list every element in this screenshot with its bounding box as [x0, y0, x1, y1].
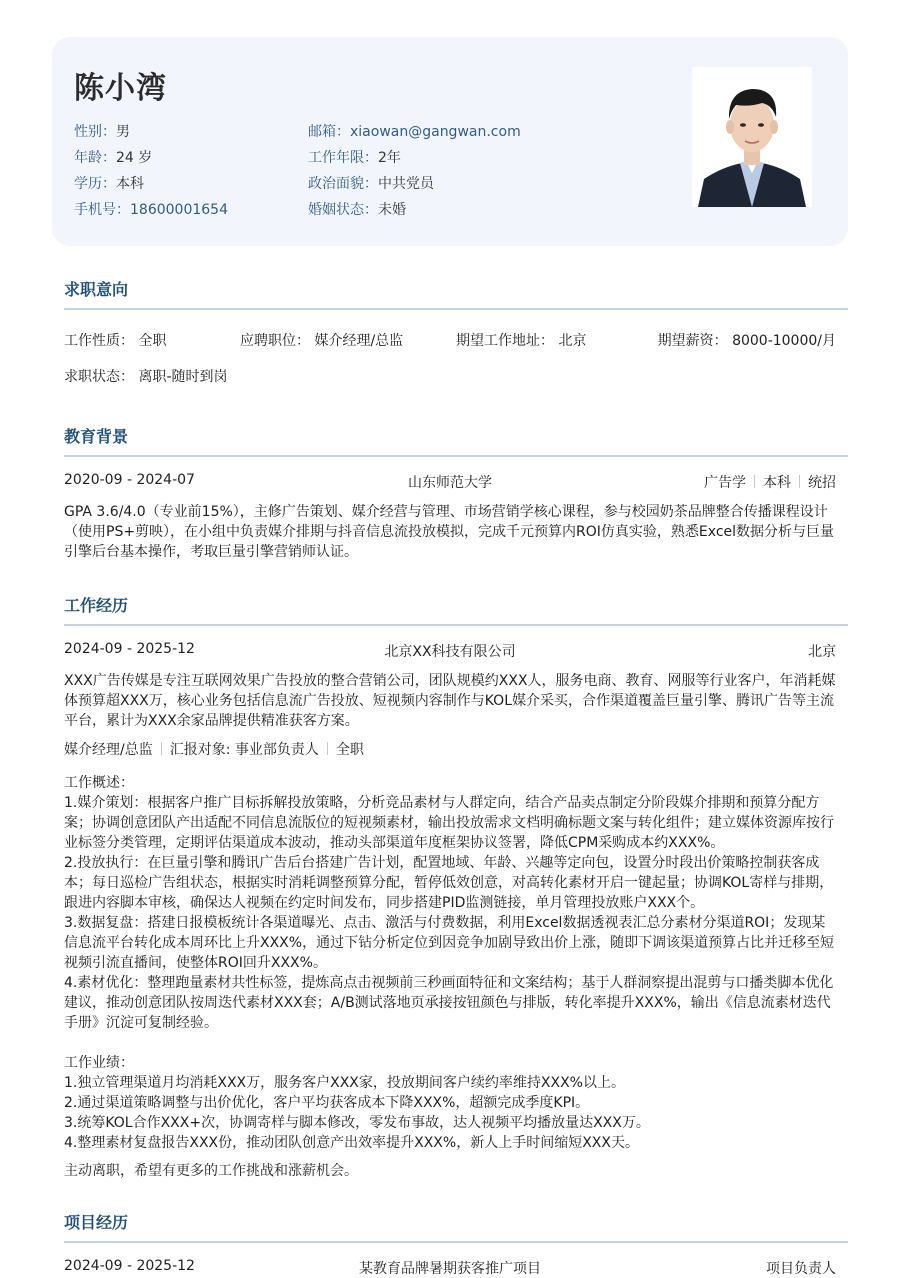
education-value: 本科: [116, 176, 144, 192]
gender-row: [74, 121, 130, 141]
political-row: [308, 173, 434, 193]
work-period: 2024-09 - 2025-12: [64, 641, 195, 657]
marital-row: [308, 199, 406, 219]
work-role-meta: [64, 739, 364, 759]
separator: [327, 742, 328, 755]
gender-label: 性别：: [74, 124, 116, 140]
education-label: 学历：: [74, 176, 116, 192]
project-period: 2024-09 - 2025-12: [64, 1258, 195, 1274]
marital-value: 未婚: [378, 202, 406, 218]
email-value: xiaowan@gangwan.com: [350, 124, 521, 140]
phone-label: 手机号：: [74, 202, 130, 218]
political-value: 中共党员: [378, 176, 434, 192]
company-name: 北京XX科技有限公司: [384, 644, 516, 660]
work-section-title: 工作经历: [64, 596, 129, 615]
salary-value: 8000-10000/月: [732, 333, 836, 349]
work-years-value: 2年: [378, 150, 401, 166]
work-job-type: 全职: [335, 742, 364, 758]
job-status-label: 求职状态：: [64, 369, 134, 385]
work-overview-item: 2.投放执行：在巨量引擎和腾讯广告后台搭建广告计划，配置地域、年龄、兴趣等定向包，设置分时段出价策略控制获客成本；每日巡检广告组状态，根据实时消耗调整预算分配，暂停低效创意，对高转化素材开启一键起量；协调KOL寄样与排期，跟进内容脚本审核，确保达人视频在约定时间发布，同步搭建PID监测链接，单月管理投放账户XXX个。: [64, 855, 834, 911]
work-divider: [64, 624, 848, 626]
work-overview-item: 4.素材优化：整理跑量素材共性标签，提炼高点击视频前三秒画面特征和文案结构；基于人群洞察提出混剪与口播类脚本优化建议，推动创意团队按周迭代素材XXX套；A/B测试落地页承接按钮颜色与排版，转化率提升XXX%，输出《信息流素材迭代手册》沉淀可复制经验。: [64, 975, 834, 1031]
education-divider: [64, 455, 848, 457]
gender-value: 男: [116, 124, 130, 140]
project-name: 某教育品牌暑期获客推广项目: [359, 1261, 541, 1277]
major: 广告学: [704, 475, 746, 491]
work-achievement-item: 4.整理素材复盘报告XXX份，推动团队创意产出效率提升XXX%，新人上手时间缩短XXX天。: [64, 1135, 639, 1151]
location-value: 北京: [558, 333, 587, 349]
phone-value: 18600001654: [130, 202, 228, 218]
email-row: [308, 121, 521, 141]
position-value: 媒介经理/总监: [314, 333, 404, 349]
salary-label: 期望薪资：: [657, 333, 728, 349]
enrollment-type: 统招: [808, 475, 836, 491]
company-description: XXX广告传媒是专注互联网效果广告投放的整合营销公司，团队规模约XXX人，服务电商、教育、网服等行业客户，年消耗媒体预算超XXX万，核心业务包括信息流广告投放、短视频内容制作与KOL媒介采买，合作渠道覆盖巨量引擎、腾讯广告等主流平台，累计为XXX余家品牌提供精准获客方案。: [64, 673, 836, 729]
spacer: [64, 1033, 836, 1053]
political-label: 政治面貌：: [308, 176, 378, 192]
project-section-title: 项目经历: [64, 1213, 129, 1232]
leave-reason: 主动离职，希望有更多的工作挑战和涨薪机会。: [64, 1163, 358, 1179]
intent-section-title: 求职意向: [64, 280, 129, 299]
work-achievements-title: 工作业绩：: [64, 1055, 134, 1071]
job-type-value: 全职: [138, 333, 167, 349]
work-overview-item: 1.媒介策划：根据客户推广目标拆解投放策略，分析竞品素材与人群定向，结合产品卖点制定分阶段媒介排期和预算分配方案；协调创意团队产出适配不同信息流版位的短视频素材，输出投放需求文档明确标题文案与转化组件；建立媒体资源库按行业标签分类管理，定期评估渠道成本波动，推动头部渠道年度框架协议签署，降低CPM采购成本约XXX%。: [64, 795, 834, 851]
work-achievement-item: 1.独立管理渠道月均消耗XXX万，服务客户XXX家，投放期间客户续约率维持XXX%以上。: [64, 1075, 625, 1091]
work-overview-title: 工作概述：: [64, 775, 134, 791]
separator: [754, 475, 755, 488]
phone-row: [74, 199, 228, 219]
work-achievement-item: 3.统筹KOL合作XXX+次，协调寄样与脚本修改，零发布事故，达人视频平均播放量达XXX万。: [64, 1115, 650, 1131]
work-years-label: 工作年限：: [308, 150, 378, 166]
work-years-row: [308, 147, 401, 167]
school-name: 山东师范大学: [408, 475, 492, 491]
work-role: 媒介经理/总监: [64, 742, 153, 758]
separator: [161, 742, 162, 755]
project-divider: [64, 1241, 848, 1243]
position-label: 应聘职位：: [240, 333, 310, 349]
work-city: 北京: [808, 644, 836, 660]
work-overview: [64, 773, 836, 1153]
education-row: [74, 173, 144, 193]
candidate-name: 陈小湾: [74, 71, 167, 106]
avatar-photo: [692, 67, 812, 207]
job-type-field: [64, 330, 166, 350]
project-role: 项目负责人: [766, 1261, 836, 1277]
age-value: 24 岁: [116, 150, 153, 166]
avatar-portrait-icon: [692, 67, 812, 207]
education-description: GPA 3.6/4.0（专业前15%），主修广告策划、媒介经营与管理、市场营销学核心课程，参与校园奶茶品牌整合传播课程设计（使用PS+剪映），在小组中负责媒介排期与抖音信息流投放模拟，完成千元预算内ROI仿真实验，熟悉Excel数据分析与巨量引擎后台基本操作，考取巨量引擎营销师认证。: [64, 504, 835, 560]
separator: [799, 475, 800, 488]
position-field: [240, 330, 403, 350]
email-label: 邮箱：: [308, 124, 350, 140]
intent-divider: [64, 308, 848, 310]
location-field: [456, 330, 586, 350]
education-period: 2020-09 - 2024-07: [64, 472, 195, 488]
job-status-field: [64, 366, 228, 386]
age-label: 年龄：: [74, 150, 116, 166]
education-section-title: 教育背景: [64, 427, 129, 446]
job-status-value: 离职-随时到岗: [138, 369, 228, 385]
job-type-label: 工作性质：: [64, 333, 134, 349]
report-to: 汇报对象: 事业部负责人: [169, 742, 319, 758]
degree: 本科: [763, 475, 791, 491]
marital-label: 婚姻状态：: [308, 202, 378, 218]
education-meta: [704, 472, 836, 492]
salary-field: [658, 330, 836, 350]
location-label: 期望工作地址：: [456, 333, 554, 349]
age-row: [74, 147, 152, 167]
profile-card: [52, 37, 848, 246]
work-overview-item: 3.数据复盘：搭建日报模板统计各渠道曝光、点击、激活与付费数据，利用Excel数据透视表汇总分素材分渠道ROI；发现某信息流平台转化成本周环比上升XXX%，通过下钻分析定位到因竞争加剧导致出价上涨，随即下调该渠道预算占比并迁移至短视频引流直播间，使整体ROI回升XXX%。: [64, 915, 835, 971]
work-achievement-item: 2.通过渠道策略调整与出价优化，客户平均获客成本下降XXX%，超额完成季度KPI。: [64, 1095, 590, 1111]
